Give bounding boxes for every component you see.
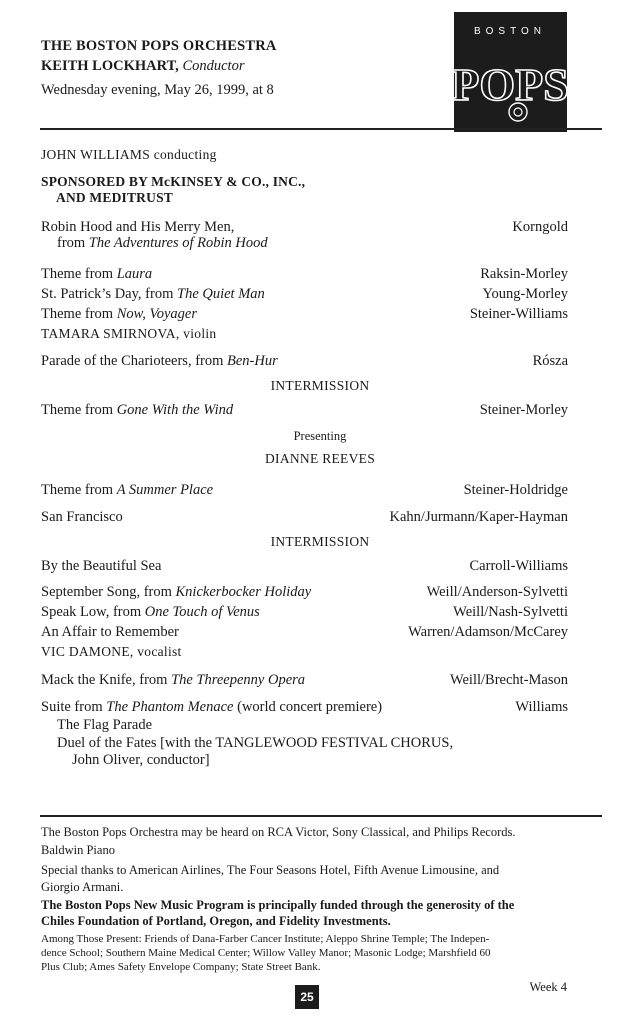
among-note-3: Plus Club; Ames Safety Envelope Company; State Street Bank. xyxy=(41,961,321,973)
suite-movement: Duel of the Fates [with the TANGLEWOOD FESTIVAL CHORUS, xyxy=(57,735,454,751)
program-composer: Weill/Brecht-Mason xyxy=(449,672,568,688)
intermission-label: INTERMISSION xyxy=(270,534,370,549)
recordings-note: The Boston Pops Orchestra may be heard on RCA Victor, Sony Classical, and Philips Records. xyxy=(41,825,516,839)
program-composer: Warren/Adamson/McCarey xyxy=(408,624,568,640)
guest-artist: DIANNE REEVES xyxy=(264,451,375,466)
among-note-2: dence School; Southern Maine Medical Center; Willow Valley Manor; Masonic Lodge; Marshfield 60 xyxy=(41,947,491,959)
program-composer: Carroll-Williams xyxy=(469,558,568,574)
program-title: Robin Hood and His Merry Men, xyxy=(41,219,235,235)
program-title: Theme from A Summer Place xyxy=(41,482,214,498)
program-title: Mack the Knife, from The Threepenny Opera xyxy=(41,672,306,688)
program-title: Speak Low, from One Touch of Venus xyxy=(41,604,260,620)
program-title: Parade of the Charioteers, from Ben-Hur xyxy=(41,353,278,369)
conductor-line xyxy=(41,58,244,75)
suite-movement: The Flag Parade xyxy=(57,717,153,733)
thanks-note-1: Special thanks to American Airlines, The Four Seasons Hotel, Fifth Avenue Limousine, and xyxy=(41,863,500,877)
program-title: from The Adventures of Robin Hood xyxy=(57,235,268,251)
program-composer: Raksin-Morley xyxy=(480,266,568,282)
program-composer: Williams xyxy=(515,699,568,715)
conductor-role: Conductor xyxy=(182,58,245,74)
program-composer: Weill/Anderson-Sylvetti xyxy=(426,584,568,600)
conductor-name: KEITH LOCKHART, xyxy=(41,58,179,74)
program-title: September Song, from Knickerbocker Holiday xyxy=(41,584,312,600)
header-rule xyxy=(40,128,602,130)
program-title: By the Beautiful Sea xyxy=(41,558,162,574)
logo-boston-text: BOSTON xyxy=(473,26,547,37)
presenting-label: Presenting xyxy=(293,429,347,443)
week-label: Week 4 xyxy=(529,980,567,994)
piano-note: Baldwin Piano xyxy=(41,843,115,857)
boston-pops-logo xyxy=(454,12,567,132)
program-title: Suite from The Phantom Menace (world concert premiere) xyxy=(41,699,383,715)
suite-movement-cont: John Oliver, conductor] xyxy=(72,752,210,768)
program-title: Theme from Laura xyxy=(41,266,153,282)
sponsor-line-1: SPONSORED BY McKINSEY & CO., INC., xyxy=(41,174,306,189)
program-title: St. Patrick’s Day, from The Quiet Man xyxy=(41,286,265,302)
soloist-line: TAMARA SMIRNOVA, violin xyxy=(41,326,217,341)
page-number: 25 xyxy=(295,985,319,1009)
conducting-line: JOHN WILLIAMS conducting xyxy=(41,147,217,162)
program-composer: Korngold xyxy=(512,219,568,235)
intermission-label: INTERMISSION xyxy=(270,378,370,393)
program-composer: Rósza xyxy=(532,353,568,369)
program-title: Theme from Gone With the Wind xyxy=(41,402,234,418)
sponsor-line-2: AND MEDITRUST xyxy=(56,190,173,205)
thanks-note-2: Giorgio Armani. xyxy=(41,880,124,894)
program-title: San Francisco xyxy=(41,509,123,525)
program-composer: Young-Morley xyxy=(482,286,568,302)
concert-date: Wednesday evening, May 26, 1999, at 8 xyxy=(41,82,274,98)
funding-note-1: The Boston Pops New Music Program is principally funded through the generosity of the xyxy=(41,898,515,912)
program-composer: Steiner-Morley xyxy=(479,402,568,418)
program-title: Theme from Now, Voyager xyxy=(41,306,197,322)
program-composer: Kahn/Jurmann/Kaper-Hayman xyxy=(389,509,568,525)
funding-note-2: Chiles Foundation of Portland, Oregon, and Fidelity Investments. xyxy=(41,914,391,928)
among-note-1: Among Those Present: Friends of Dana-Farber Cancer Institute; Aleppo Shrine Temple; The Indepen- xyxy=(41,933,490,945)
orchestra-title: THE BOSTON POPS ORCHESTRA xyxy=(41,38,277,54)
program-composer: Steiner-Williams xyxy=(469,306,568,322)
pops-logo-icon xyxy=(454,12,567,132)
soloist-line: VIC DAMONE, vocalist xyxy=(41,644,182,659)
program-composer: Weill/Nash-Sylvetti xyxy=(453,604,568,620)
program-title: An Affair to Remember xyxy=(41,624,179,640)
program-composer: Steiner-Holdridge xyxy=(463,482,568,498)
logo-pops-text: POPS xyxy=(454,59,567,110)
footer-rule xyxy=(40,815,602,817)
